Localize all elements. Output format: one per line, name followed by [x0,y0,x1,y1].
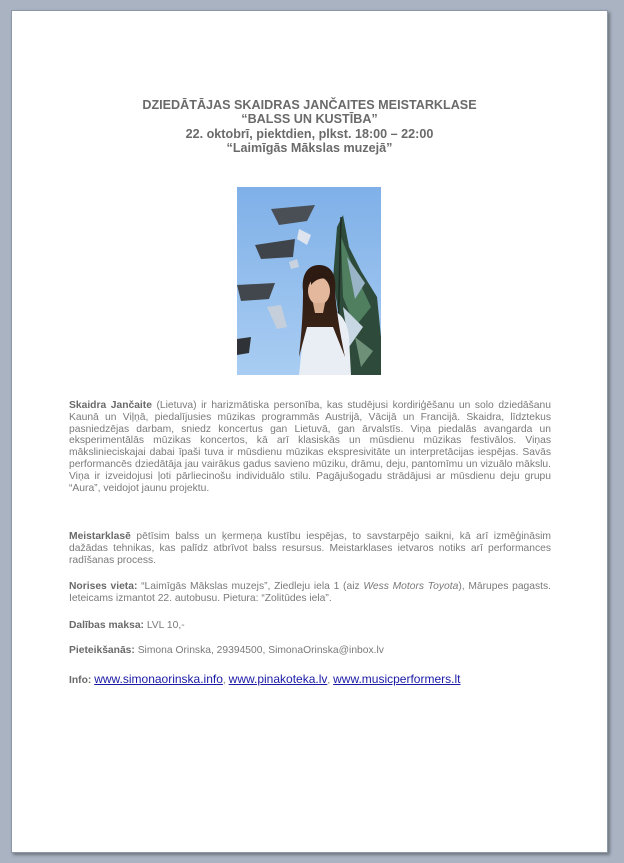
singer-photo [237,187,381,375]
venue-label: Norises vieta: [69,581,138,592]
bio-text: (Lietuva) ir harizmātiska personība, kas studējusi kordiriģēšanu un solo dziedāšanu Kaunā un Viļņā, piedalījusies mūzikas programmās Austrijā, Vācijā un Francijā. Skaidra, līdztekus pasniedzējas darbam, sniedz koncertus gan Lietuvā, gan ārvalstīs. Viņa piedalās avangarda un eksperimentālās mūzikas koncertos, kā arī klasiskās un mūsdienu mūzikas festivālos. Viņas mākslinieciskajai dabai īpaši tuva ir mūsdienu mūzikas ekspresivitāte un interpretācijas iespējas. Savās performancēs dziedātāja jau vairākus gadus savieno mūziku, drāmu, deju, pantomīmu un vizuālo mākslu. Viņa ir izveidojusi ļoti pārliecinošu individuālo stilu. Pagājušogadu strādājusi ar mūsdienu deju grupu “Aura”, veidojot jaunu projektu. [69,400,551,494]
masterclass-paragraph [69,531,551,566]
event-date-time: 22. oktobrī, piektdien, plkst. 18:00 – 22:00 [185,127,434,141]
venue-paragraph [69,581,551,605]
fee-line [69,620,551,632]
masterclass-text: pētīsim balss un ķermeņa kustību iespējas, to savstarpējo saikni, kā arī izmēģināsim dažādas tehnikas, kas palīdz atbrīvot balss resursus. Meistarklases ietvaros notiks arī performances radīšanas process. [69,531,551,566]
title-line-1: DZIEDĀTĀJAS SKAIDRAS JANČAITES MEISTARKLASE [142,98,477,112]
bio-paragraph [69,400,551,494]
registration-contact: Simona Orinska, 29394500, SimonaOrinska@inbox.lv [134,645,384,656]
info-label: Info: [69,675,92,686]
fee-value: LVL 10,- [143,620,185,631]
venue-text-end: ), Mārupes pagasts. Ieteicams izmantot 22. autobusu. Pietura: “Zolitūdes iela”. [69,581,552,604]
link-separator: , [327,675,331,686]
event-location-title: “Laimīgās Mākslas muzejā” [226,141,393,155]
info-line [69,671,551,689]
fee-label: Dalības maksa: [69,620,144,631]
title-line-2: “BALSS UN KUSTĪBA” [241,112,378,126]
venue-landmark: Wess Motors Toyota [363,581,459,592]
link-pinakoteka[interactable]: www.pinakoteka.lv [228,672,328,686]
registration-line [69,645,551,657]
link-simonaorinska[interactable]: www.simonaorinska.info [94,672,223,686]
link-separator: , [222,675,226,686]
link-musicperformers[interactable]: www.musicperformers.lt [333,672,461,686]
venue-text: “Laimīgās Mākslas muzejs”, Ziedleju iela 1 (aiz [137,581,364,592]
registration-label: Pieteikšanās: [69,645,135,656]
artist-name: Skaidra Jančaite [69,400,152,411]
document-page [11,10,608,853]
masterclass-label: Meistarklasē [69,531,131,542]
